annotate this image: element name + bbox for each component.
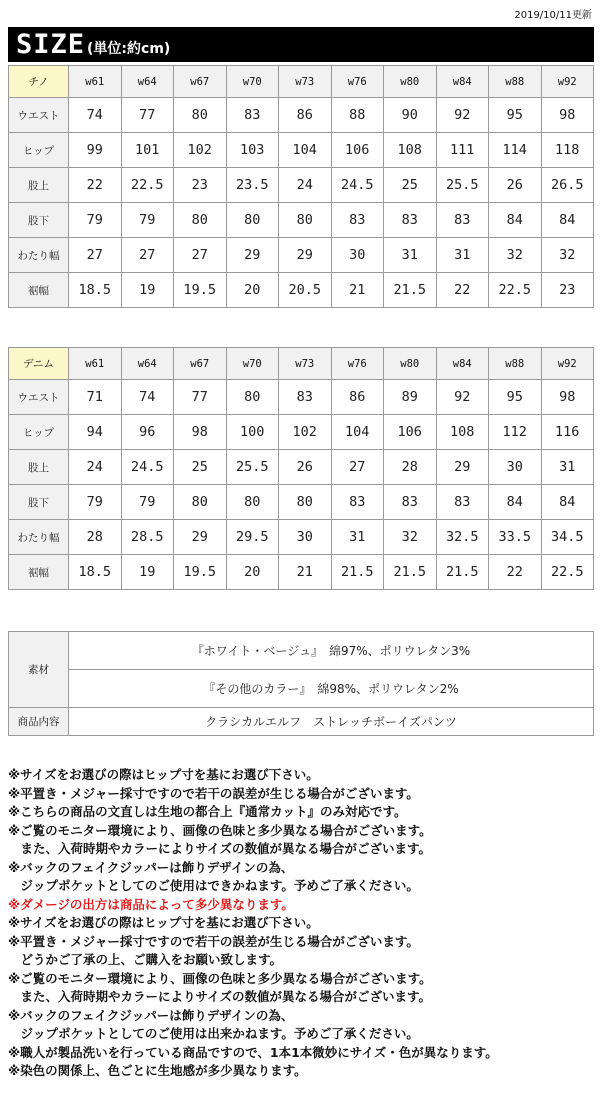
size-header: w70 — [226, 66, 279, 98]
material-line-other-colors: 『その他のカラー』 綿98%、ポリウレタン2% — [69, 670, 594, 708]
size-value-cell: 80 — [226, 380, 279, 415]
size-value-cell: 74 — [121, 380, 174, 415]
material-line-white-beige: 『ホワイト・ベージュ』 綿97%、ポリウレタン3% — [69, 632, 594, 670]
size-value-cell: 29 — [174, 520, 227, 555]
size-header: w80 — [384, 348, 437, 380]
material-label: 素材 — [9, 632, 69, 708]
size-value-cell: 20 — [226, 555, 279, 590]
size-value-cell: 96 — [121, 415, 174, 450]
denim-corner-label: デニム — [9, 348, 69, 380]
size-title: SIZE — [16, 29, 86, 60]
size-value-cell: 21 — [279, 555, 332, 590]
size-value-cell: 19 — [121, 555, 174, 590]
size-value-cell: 111 — [436, 133, 489, 168]
size-value-cell: 21.5 — [384, 273, 437, 308]
chino-corner-label: チノ — [9, 66, 69, 98]
size-value-cell: 74 — [69, 98, 122, 133]
size-value-cell: 102 — [174, 133, 227, 168]
size-value-cell: 31 — [436, 238, 489, 273]
size-header: w73 — [279, 348, 332, 380]
note-line-warning: ※ダメージの出方は商品によって多少異なります。 — [8, 896, 294, 912]
denim-size-table — [8, 347, 594, 590]
size-value-cell: 95 — [489, 380, 542, 415]
size-value-cell: 29 — [226, 238, 279, 273]
size-value-cell: 84 — [541, 485, 594, 520]
size-value-cell: 20 — [226, 273, 279, 308]
table-row — [9, 98, 594, 133]
updated-date: 2019/10/11更新 — [514, 10, 592, 21]
size-header: w92 — [541, 348, 594, 380]
size-value-cell: 80 — [174, 98, 227, 133]
row-label: ヒップ — [9, 133, 69, 168]
size-value-cell: 21.5 — [331, 555, 384, 590]
size-value-cell: 32.5 — [436, 520, 489, 555]
size-value-cell: 80 — [174, 203, 227, 238]
size-value-cell: 27 — [69, 238, 122, 273]
chino-size-table — [8, 65, 594, 308]
size-value-cell: 83 — [384, 203, 437, 238]
size-value-cell: 31 — [331, 520, 384, 555]
size-header: w67 — [174, 66, 227, 98]
size-value-cell: 118 — [541, 133, 594, 168]
note-line: どうかご了承の上、ご購入をお願い致します。 — [8, 952, 283, 967]
size-value-cell: 83 — [384, 485, 437, 520]
note-line: ※職人が製品洗いを行っている商品ですので、1本1本微妙にサイズ・色が異なります。 — [8, 1044, 498, 1060]
size-value-cell: 102 — [279, 415, 332, 450]
note-line: ※サイズをお選びの際はヒップ寸を基にお選び下さい。 — [8, 915, 319, 930]
size-value-cell: 108 — [384, 133, 437, 168]
table-row — [9, 415, 594, 450]
size-value-cell: 26 — [489, 168, 542, 203]
size-header: w92 — [541, 66, 594, 98]
size-value-cell: 25 — [384, 168, 437, 203]
size-header: w88 — [489, 348, 542, 380]
note-line: ジップポケットとしてのご使用はできかねます。予めご了承ください。 — [8, 878, 419, 893]
size-header: w67 — [174, 348, 227, 380]
size-value-cell: 28 — [384, 450, 437, 485]
row-label: 裾幅 — [9, 273, 69, 308]
size-value-cell: 83 — [331, 203, 384, 238]
size-value-cell: 27 — [174, 238, 227, 273]
size-value-cell: 80 — [226, 485, 279, 520]
row-label: わたり幅 — [9, 238, 69, 273]
note-line: ※こちらの商品の文直しは生地の都合上『通常カット』のみ対応です。 — [8, 804, 407, 819]
size-unit: (単位:約cm) — [87, 40, 171, 57]
size-value-cell: 28.5 — [121, 520, 174, 555]
size-value-cell: 22 — [436, 273, 489, 308]
note-line: ※ご覧のモニター環境により、画像の色味と多少異なる場合がございます。 — [8, 822, 432, 838]
size-value-cell: 71 — [69, 380, 122, 415]
size-value-cell: 84 — [541, 203, 594, 238]
size-value-cell: 31 — [541, 450, 594, 485]
size-value-cell: 32 — [541, 238, 594, 273]
size-value-cell: 21 — [331, 273, 384, 308]
size-value-cell: 24.5 — [121, 450, 174, 485]
size-value-cell: 98 — [541, 98, 594, 133]
size-header: w64 — [121, 348, 174, 380]
size-value-cell: 83 — [331, 485, 384, 520]
size-value-cell: 25 — [174, 450, 227, 485]
note-line: ※バックのフェイクジッパーは飾りデザインの為、 — [8, 859, 294, 875]
size-value-cell: 30 — [331, 238, 384, 273]
size-value-cell: 30 — [279, 520, 332, 555]
note-line: ※染色の関係上、色ごとに生地感が多少異なります。 — [8, 1063, 307, 1078]
size-value-cell: 83 — [226, 98, 279, 133]
size-value-cell: 103 — [226, 133, 279, 168]
size-title-bar — [8, 27, 594, 62]
size-value-cell: 34.5 — [541, 520, 594, 555]
size-value-cell: 21.5 — [384, 555, 437, 590]
size-value-cell: 18.5 — [69, 273, 122, 308]
note-line: ジップポケットとしてのご使用は出来かねます。予めご了承ください。 — [8, 1026, 419, 1041]
size-value-cell: 106 — [331, 133, 384, 168]
size-header: w73 — [279, 66, 332, 98]
table-row — [9, 238, 594, 273]
size-value-cell: 22.5 — [489, 273, 542, 308]
size-header: w64 — [121, 66, 174, 98]
size-value-cell: 25.5 — [226, 450, 279, 485]
size-value-cell: 24 — [69, 450, 122, 485]
note-line: また、入荷時期やカラーによりサイズの数値が異なる場合がございます。 — [8, 989, 432, 1004]
size-value-cell: 27 — [121, 238, 174, 273]
size-value-cell: 101 — [121, 133, 174, 168]
size-value-cell: 26 — [279, 450, 332, 485]
product-value: クラシカルエルフ ストレッチボーイズパンツ — [69, 708, 594, 736]
row-label: わたり幅 — [9, 520, 69, 555]
row-label: ウエスト — [9, 98, 69, 133]
table-row — [9, 133, 594, 168]
table-row — [9, 450, 594, 485]
size-value-cell: 95 — [489, 98, 542, 133]
table-row — [9, 273, 594, 308]
table-row — [9, 485, 594, 520]
table-row — [9, 555, 594, 590]
row-label: ウエスト — [9, 380, 69, 415]
size-header: w84 — [436, 348, 489, 380]
size-value-cell: 94 — [69, 415, 122, 450]
size-value-cell: 18.5 — [69, 555, 122, 590]
size-value-cell: 33.5 — [489, 520, 542, 555]
material-table — [8, 631, 594, 736]
size-value-cell: 20.5 — [279, 273, 332, 308]
row-label: 股下 — [9, 485, 69, 520]
size-value-cell: 92 — [436, 98, 489, 133]
size-value-cell: 21.5 — [436, 555, 489, 590]
size-header: w76 — [331, 348, 384, 380]
size-value-cell: 77 — [174, 380, 227, 415]
size-value-cell: 114 — [489, 133, 542, 168]
size-value-cell: 79 — [121, 485, 174, 520]
size-value-cell: 27 — [331, 450, 384, 485]
size-header: w88 — [489, 66, 542, 98]
table-row — [9, 203, 594, 238]
size-value-cell: 92 — [436, 380, 489, 415]
note-line: ※サイズをお選びの際はヒップ寸を基にお選び下さい。 — [8, 767, 319, 782]
size-value-cell: 86 — [279, 98, 332, 133]
size-value-cell: 80 — [279, 485, 332, 520]
size-value-cell: 32 — [384, 520, 437, 555]
size-value-cell: 28 — [69, 520, 122, 555]
size-value-cell: 116 — [541, 415, 594, 450]
size-value-cell: 22.5 — [121, 168, 174, 203]
size-value-cell: 29 — [279, 238, 332, 273]
size-value-cell: 104 — [331, 415, 384, 450]
size-value-cell: 79 — [121, 203, 174, 238]
row-label: 股上 — [9, 450, 69, 485]
size-value-cell: 108 — [436, 415, 489, 450]
note-line: ※平置き・メジャー採寸ですので若干の誤差が生じる場合がございます。 — [8, 933, 419, 949]
size-value-cell: 86 — [331, 380, 384, 415]
size-value-cell: 112 — [489, 415, 542, 450]
size-value-cell: 24.5 — [331, 168, 384, 203]
size-value-cell: 22.5 — [541, 555, 594, 590]
size-value-cell: 29.5 — [226, 520, 279, 555]
size-value-cell: 98 — [541, 380, 594, 415]
size-header: w76 — [331, 66, 384, 98]
note-line: また、入荷時期やカラーによりサイズの数値が異なる場合がございます。 — [8, 841, 432, 856]
row-label: 股上 — [9, 168, 69, 203]
note-line: ※平置き・メジャー採寸ですので若干の誤差が生じる場合がございます。 — [8, 785, 419, 801]
size-value-cell: 106 — [384, 415, 437, 450]
size-value-cell: 77 — [121, 98, 174, 133]
note-line: ※バックのフェイクジッパーは飾りデザインの為、 — [8, 1007, 294, 1023]
size-value-cell: 32 — [489, 238, 542, 273]
size-value-cell: 26.5 — [541, 168, 594, 203]
product-label: 商品内容 — [9, 708, 69, 736]
size-value-cell: 30 — [489, 450, 542, 485]
size-value-cell: 19.5 — [174, 555, 227, 590]
size-value-cell: 80 — [279, 203, 332, 238]
size-value-cell: 29 — [436, 450, 489, 485]
size-value-cell: 23 — [541, 273, 594, 308]
size-value-cell: 83 — [279, 380, 332, 415]
size-value-cell: 23 — [174, 168, 227, 203]
size-value-cell: 25.5 — [436, 168, 489, 203]
table-row — [9, 520, 594, 555]
size-value-cell: 88 — [331, 98, 384, 133]
size-value-cell: 83 — [436, 485, 489, 520]
size-value-cell: 79 — [69, 485, 122, 520]
size-value-cell: 90 — [384, 98, 437, 133]
size-value-cell: 80 — [226, 203, 279, 238]
size-value-cell: 99 — [69, 133, 122, 168]
size-value-cell: 79 — [69, 203, 122, 238]
size-value-cell: 83 — [436, 203, 489, 238]
size-value-cell: 89 — [384, 380, 437, 415]
size-header: w61 — [69, 66, 122, 98]
size-value-cell: 98 — [174, 415, 227, 450]
size-value-cell: 84 — [489, 485, 542, 520]
size-value-cell: 104 — [279, 133, 332, 168]
table-row — [9, 168, 594, 203]
size-value-cell: 22 — [489, 555, 542, 590]
size-value-cell: 22 — [69, 168, 122, 203]
size-value-cell: 19 — [121, 273, 174, 308]
row-label: 股下 — [9, 203, 69, 238]
notes-list — [8, 766, 598, 1081]
size-header: w61 — [69, 348, 122, 380]
size-header: w84 — [436, 66, 489, 98]
row-label: ヒップ — [9, 415, 69, 450]
size-value-cell: 80 — [174, 485, 227, 520]
size-value-cell: 100 — [226, 415, 279, 450]
size-header: w70 — [226, 348, 279, 380]
size-header: w80 — [384, 66, 437, 98]
size-value-cell: 19.5 — [174, 273, 227, 308]
note-line: ※ご覧のモニター環境により、画像の色味と多少異なる場合がございます。 — [8, 970, 432, 986]
size-value-cell: 24 — [279, 168, 332, 203]
size-value-cell: 23.5 — [226, 168, 279, 203]
table-row — [9, 380, 594, 415]
row-label: 裾幅 — [9, 555, 69, 590]
size-value-cell: 84 — [489, 203, 542, 238]
size-value-cell: 31 — [384, 238, 437, 273]
